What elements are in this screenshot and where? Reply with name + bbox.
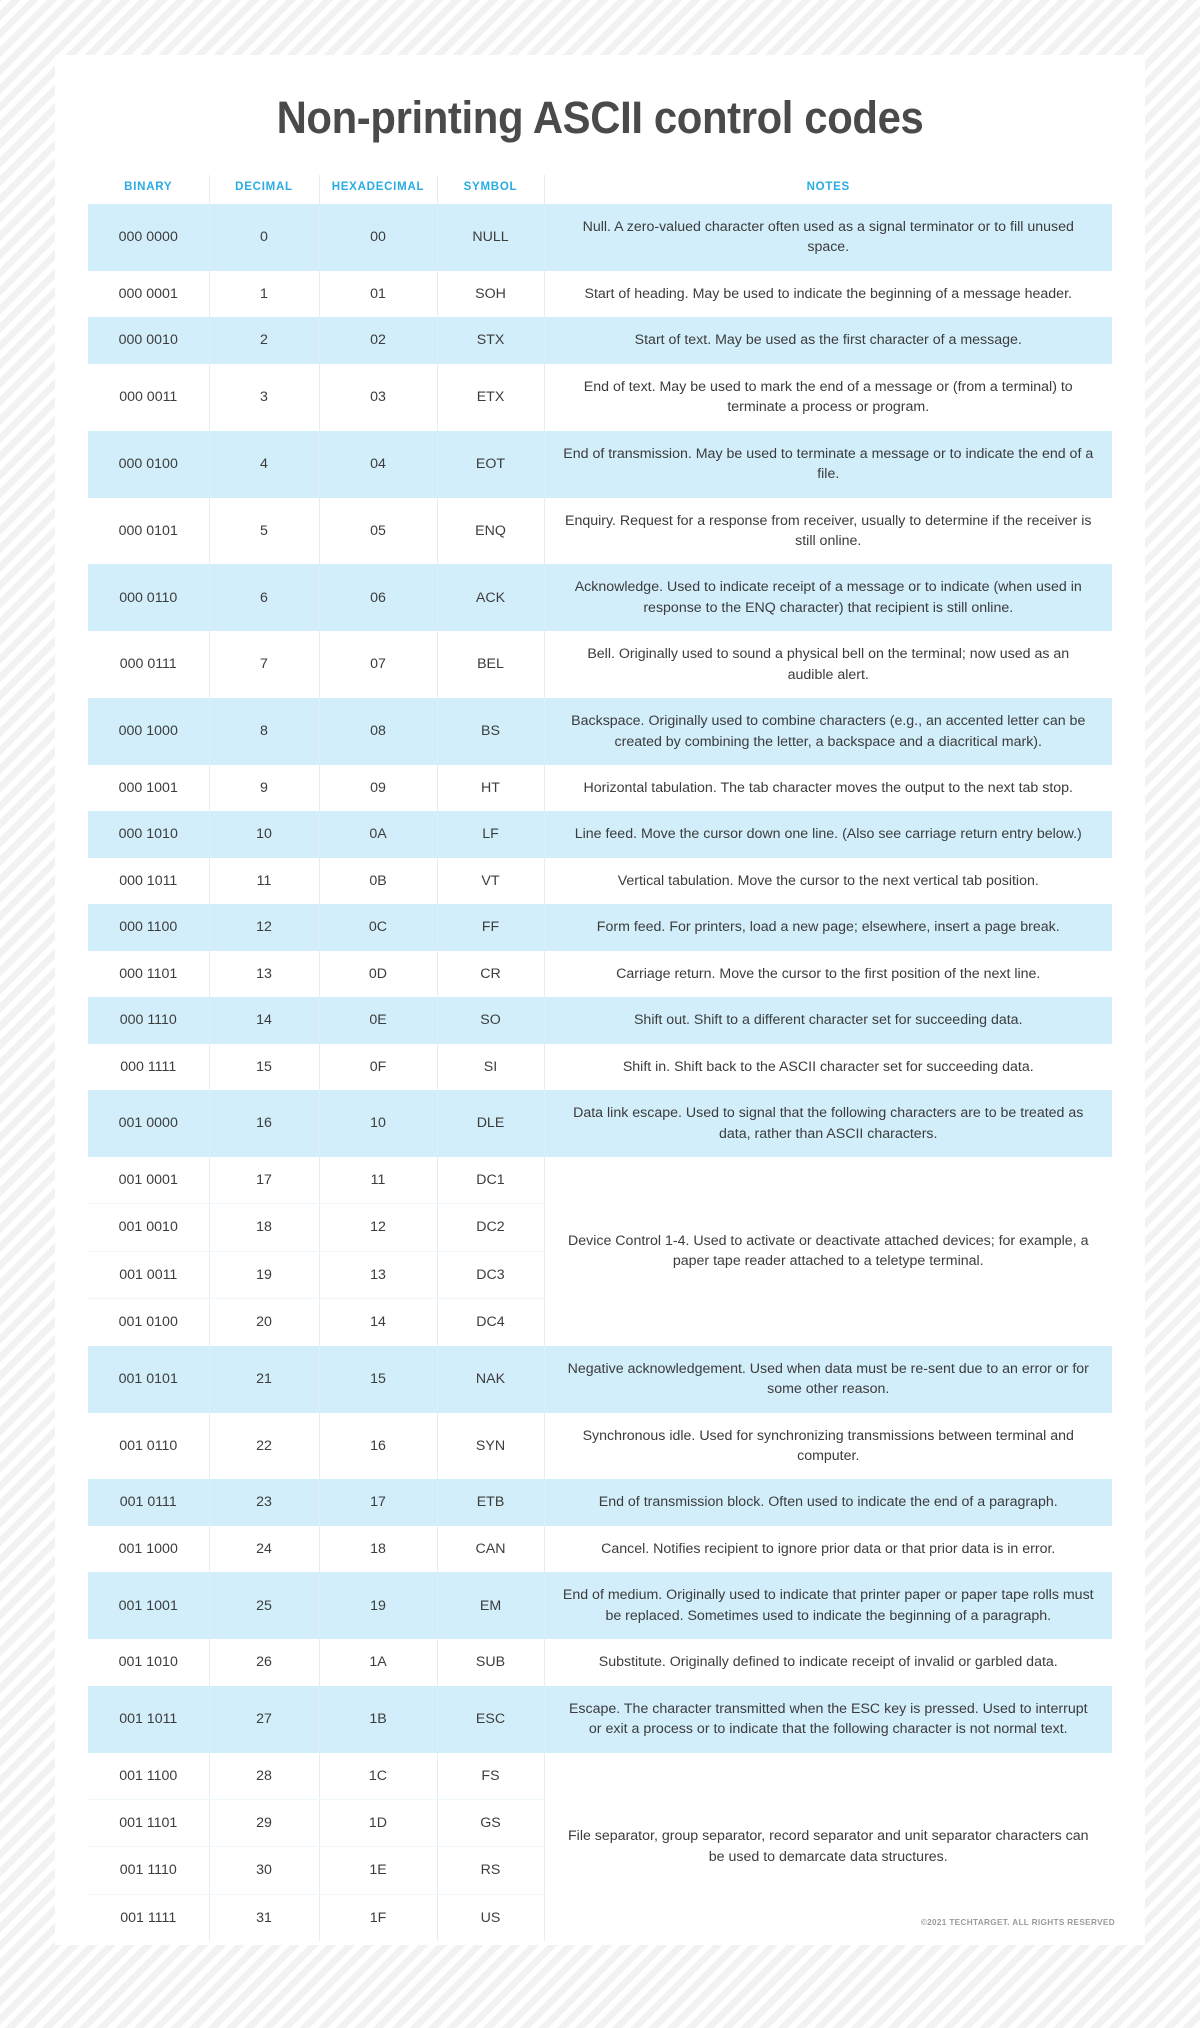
table-row [88,1479,1112,1525]
cell-notes: End of medium. Originally used to indicate that printer paper or paper tape rolls must be replaced. Sometimes used to indicate the beginning of a paragraph. [544,1572,1112,1639]
cell-binary: 000 0000 [88,204,209,271]
table-row [88,1639,1112,1685]
cell-binary: 001 0011 [88,1251,209,1298]
cell-binary: 001 0001 [88,1157,209,1204]
cell-symbol: DC1 [437,1157,544,1204]
cell-binary: 000 1111 [88,1044,209,1090]
cell-decimal: 8 [209,698,319,765]
cell-decimal: 28 [209,1753,319,1800]
cell-hexadecimal: 07 [319,631,437,698]
cell-hexadecimal: 0B [319,858,437,904]
cell-decimal: 4 [209,431,319,498]
cell-hexadecimal: 0E [319,997,437,1043]
cell-binary: 001 0010 [88,1204,209,1251]
cell-binary: 001 1000 [88,1526,209,1572]
cell-hexadecimal: 11 [319,1157,437,1204]
cell-decimal: 31 [209,1894,319,1941]
table-row [88,317,1112,363]
cell-symbol: ETB [437,1479,544,1525]
cell-binary: 001 1100 [88,1753,209,1800]
cell-hexadecimal: 1C [319,1753,437,1800]
table-row [88,1753,1112,1800]
cell-symbol: US [437,1894,544,1941]
cell-hexadecimal: 05 [319,498,437,565]
cell-symbol: ETX [437,364,544,431]
cell-binary: 001 1011 [88,1686,209,1753]
cell-notes: Enquiry. Request for a response from receiver, usually to determine if the receiver is still online. [544,498,1112,565]
cell-hexadecimal: 15 [319,1346,437,1413]
cell-decimal: 6 [209,564,319,631]
cell-notes: Escape. The character transmitted when the ESC key is pressed. Used to interrupt or exit a process or to indicate that the following character is not normal text. [544,1686,1112,1753]
cell-binary: 001 0111 [88,1479,209,1525]
cell-notes: Synchronous idle. Used for synchronizing transmissions between terminal and computer. [544,1413,1112,1480]
cell-symbol: CAN [437,1526,544,1572]
cell-hexadecimal: 00 [319,204,437,271]
cell-decimal: 30 [209,1847,319,1894]
cell-decimal: 17 [209,1157,319,1204]
cell-symbol: STX [437,317,544,363]
cell-decimal: 2 [209,317,319,363]
cell-hexadecimal: 1F [319,1894,437,1941]
table-row [88,1526,1112,1572]
cell-binary: 001 1010 [88,1639,209,1685]
cell-decimal: 3 [209,364,319,431]
cell-binary: 000 0111 [88,631,209,698]
table-row [88,997,1112,1043]
cell-binary: 000 0110 [88,564,209,631]
cell-hexadecimal: 01 [319,271,437,317]
cell-notes: Substitute. Originally defined to indicate receipt of invalid or garbled data. [544,1639,1112,1685]
cell-hexadecimal: 0F [319,1044,437,1090]
cell-decimal: 19 [209,1251,319,1298]
cell-hexadecimal: 04 [319,431,437,498]
cell-hexadecimal: 12 [319,1204,437,1251]
table-row [88,564,1112,631]
cell-symbol: SI [437,1044,544,1090]
cell-decimal: 29 [209,1799,319,1846]
cell-notes: File separator, group separator, record separator and unit separator characters can be used to demarcate data structures. [544,1753,1112,1942]
cell-symbol: HT [437,765,544,811]
table-row [88,858,1112,904]
cell-hexadecimal: 02 [319,317,437,363]
column-header-notes: NOTES [544,175,1112,204]
cell-hexadecimal: 06 [319,564,437,631]
cell-binary: 000 1011 [88,858,209,904]
cell-symbol: GS [437,1799,544,1846]
cell-symbol: FF [437,904,544,950]
table-row [88,1686,1112,1753]
column-header-hexadecimal: HEXADECIMAL [319,175,437,204]
cell-decimal: 25 [209,1572,319,1639]
table-row [88,811,1112,857]
table-row [88,498,1112,565]
cell-symbol: NULL [437,204,544,271]
table-body [88,204,1112,1941]
cell-decimal: 5 [209,498,319,565]
table-row [88,951,1112,997]
cell-symbol: SYN [437,1413,544,1480]
cell-symbol: VT [437,858,544,904]
cell-notes: Shift out. Shift to a different character set for succeeding data. [544,997,1112,1043]
cell-hexadecimal: 1B [319,1686,437,1753]
cell-symbol: EM [437,1572,544,1639]
table-row [88,1157,1112,1204]
cell-symbol: NAK [437,1346,544,1413]
cell-binary: 001 1110 [88,1847,209,1894]
cell-notes: Vertical tabulation. Move the cursor to the next vertical tab position. [544,858,1112,904]
cell-symbol: DC4 [437,1299,544,1346]
cell-notes: End of transmission. May be used to terminate a message or to indicate the end of a file. [544,431,1112,498]
cell-symbol: RS [437,1847,544,1894]
cell-hexadecimal: 1D [319,1799,437,1846]
cell-decimal: 13 [209,951,319,997]
cell-binary: 000 1000 [88,698,209,765]
cell-decimal: 24 [209,1526,319,1572]
ascii-table-container [88,175,1112,1941]
cell-symbol: BEL [437,631,544,698]
cell-decimal: 20 [209,1299,319,1346]
cell-decimal: 9 [209,765,319,811]
cell-hexadecimal: 13 [319,1251,437,1298]
cell-hexadecimal: 16 [319,1413,437,1480]
ascii-control-codes-table [88,175,1112,1941]
cell-decimal: 12 [209,904,319,950]
cell-symbol: ACK [437,564,544,631]
cell-hexadecimal: 19 [319,1572,437,1639]
cell-binary: 001 1001 [88,1572,209,1639]
cell-decimal: 26 [209,1639,319,1685]
table-row [88,1090,1112,1157]
cell-decimal: 1 [209,271,319,317]
table-row [88,431,1112,498]
cell-binary: 001 1111 [88,1894,209,1941]
cell-symbol: CR [437,951,544,997]
cell-hexadecimal: 18 [319,1526,437,1572]
cell-binary: 000 0001 [88,271,209,317]
column-header-symbol: SYMBOL [437,175,544,204]
cell-decimal: 21 [209,1346,319,1413]
cell-symbol: DC2 [437,1204,544,1251]
cell-hexadecimal: 03 [319,364,437,431]
cell-decimal: 23 [209,1479,319,1525]
cell-notes: Line feed. Move the cursor down one line. (Also see carriage return entry below.) [544,811,1112,857]
table-row [88,631,1112,698]
cell-notes: Shift in. Shift back to the ASCII character set for succeeding data. [544,1044,1112,1090]
table-row [88,204,1112,271]
copyright-notice: ©2021 TECHTARGET. ALL RIGHTS RESERVED [920,1918,1115,1927]
column-header-binary: BINARY [88,175,209,204]
cell-notes: Negative acknowledgement. Used when data must be re-sent due to an error or for some other reason. [544,1346,1112,1413]
cell-symbol: ESC [437,1686,544,1753]
cell-notes: Carriage return. Move the cursor to the first position of the next line. [544,951,1112,997]
table-row [88,1346,1112,1413]
cell-notes: Bell. Originally used to sound a physical bell on the terminal; now used as an audible alert. [544,631,1112,698]
cell-notes: Device Control 1-4. Used to activate or deactivate attached devices; for example, a paper tape reader attached to a teletype terminal. [544,1157,1112,1346]
cell-hexadecimal: 0D [319,951,437,997]
content-card [55,55,1145,1945]
cell-symbol: FS [437,1753,544,1800]
cell-notes: Backspace. Originally used to combine characters (e.g., an accented letter can be created by combining the letter, a backspace and a diacritical mark). [544,698,1112,765]
cell-decimal: 18 [209,1204,319,1251]
cell-binary: 000 0101 [88,498,209,565]
cell-notes: End of transmission block. Often used to indicate the end of a paragraph. [544,1479,1112,1525]
cell-hexadecimal: 14 [319,1299,437,1346]
cell-binary: 000 1101 [88,951,209,997]
table-header [88,175,1112,204]
cell-symbol: ENQ [437,498,544,565]
table-row [88,904,1112,950]
cell-decimal: 16 [209,1090,319,1157]
cell-binary: 000 1100 [88,904,209,950]
cell-notes: Form feed. For printers, load a new page; elsewhere, insert a page break. [544,904,1112,950]
cell-hexadecimal: 0A [319,811,437,857]
cell-decimal: 27 [209,1686,319,1753]
cell-notes: Cancel. Notifies recipient to ignore prior data or that prior data is in error. [544,1526,1112,1572]
cell-notes: Start of heading. May be used to indicate the beginning of a message header. [544,271,1112,317]
table-row [88,765,1112,811]
cell-notes: End of text. May be used to mark the end of a message or (from a terminal) to terminate a process or program. [544,364,1112,431]
cell-symbol: EOT [437,431,544,498]
cell-binary: 001 0100 [88,1299,209,1346]
cell-decimal: 10 [209,811,319,857]
cell-binary: 000 0100 [88,431,209,498]
cell-binary: 001 0000 [88,1090,209,1157]
cell-binary: 001 0110 [88,1413,209,1480]
cell-notes: Data link escape. Used to signal that the following characters are to be treated as data, rather than ASCII characters. [544,1090,1112,1157]
cell-decimal: 22 [209,1413,319,1480]
column-header-decimal: DECIMAL [209,175,319,204]
cell-hexadecimal: 09 [319,765,437,811]
cell-symbol: DLE [437,1090,544,1157]
cell-binary: 000 1010 [88,811,209,857]
cell-hexadecimal: 08 [319,698,437,765]
table-row [88,698,1112,765]
table-row [88,364,1112,431]
cell-decimal: 7 [209,631,319,698]
cell-notes: Horizontal tabulation. The tab character moves the output to the next tab stop. [544,765,1112,811]
cell-symbol: DC3 [437,1251,544,1298]
cell-binary: 000 1001 [88,765,209,811]
cell-notes: Null. A zero-valued character often used as a signal terminator or to fill unused space. [544,204,1112,271]
cell-binary: 000 1110 [88,997,209,1043]
cell-decimal: 11 [209,858,319,904]
cell-decimal: 14 [209,997,319,1043]
cell-symbol: SOH [437,271,544,317]
cell-binary: 001 0101 [88,1346,209,1413]
cell-hexadecimal: 1A [319,1639,437,1685]
cell-hexadecimal: 0C [319,904,437,950]
cell-decimal: 15 [209,1044,319,1090]
table-row [88,1044,1112,1090]
cell-hexadecimal: 1E [319,1847,437,1894]
cell-binary: 000 0011 [88,364,209,431]
cell-symbol: LF [437,811,544,857]
cell-binary: 001 1101 [88,1799,209,1846]
cell-symbol: BS [437,698,544,765]
table-row [88,271,1112,317]
page-title: Non-printing ASCII control codes [276,92,924,143]
table-header-row [88,175,1112,204]
cell-notes: Acknowledge. Used to indicate receipt of a message or to indicate (when used in response to the ENQ character) that recipient is still online. [544,564,1112,631]
cell-hexadecimal: 10 [319,1090,437,1157]
cell-hexadecimal: 17 [319,1479,437,1525]
cell-symbol: SO [437,997,544,1043]
cell-symbol: SUB [437,1639,544,1685]
cell-binary: 000 0010 [88,317,209,363]
table-row [88,1572,1112,1639]
cell-decimal: 0 [209,204,319,271]
table-row [88,1413,1112,1480]
cell-notes: Start of text. May be used as the first character of a message. [544,317,1112,363]
